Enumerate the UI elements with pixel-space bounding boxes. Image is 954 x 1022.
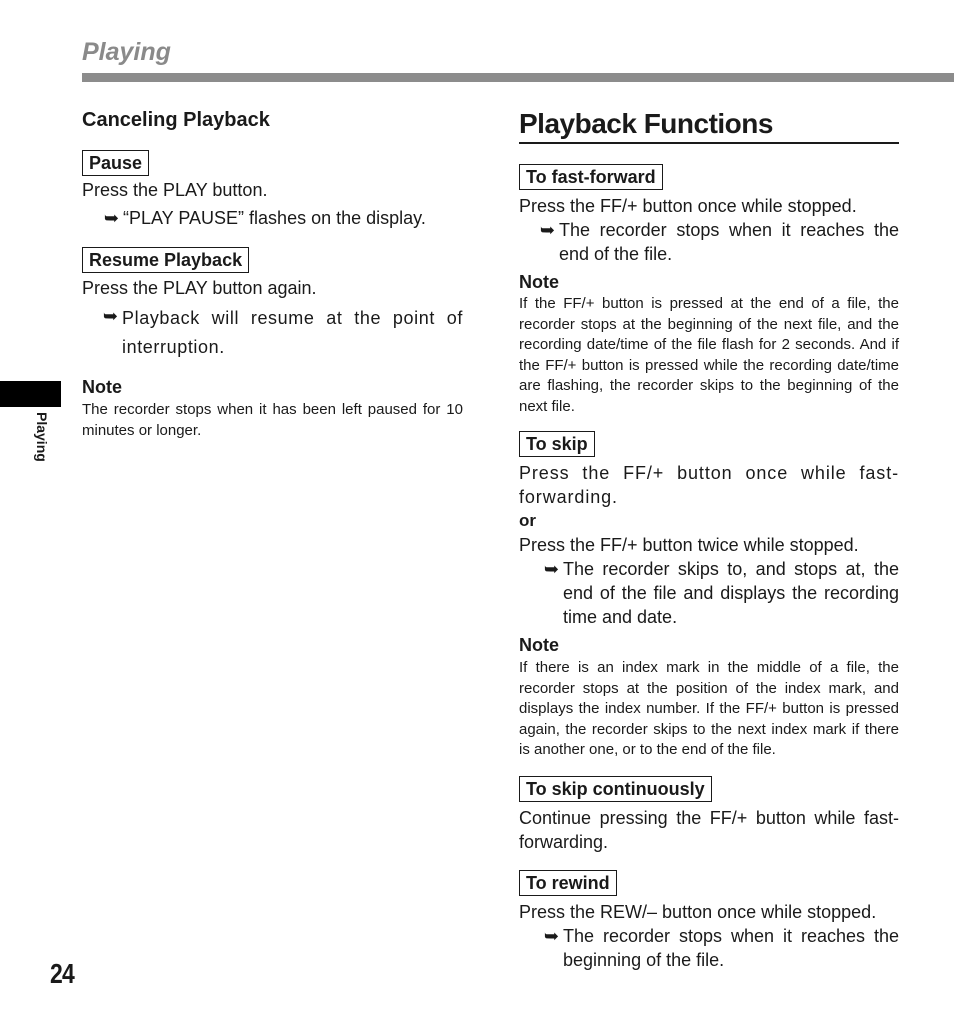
skip-result: ➥ The recorder skips to, and stops at, the end of the file and displays the recording time and date.: [519, 557, 899, 629]
left-column: [82, 107, 463, 441]
side-tab-label: Playing: [34, 412, 50, 462]
fast-forward-label: To fast-forward: [519, 164, 663, 190]
rewind-instruction: Press the REW/– button once while stopped.: [519, 901, 877, 922]
result-arrow-icon: ➥: [543, 925, 559, 946]
result-arrow-icon: ➥: [103, 208, 119, 228]
pause-label: Pause: [82, 150, 149, 176]
fast-forward-instruction: Press the FF/+ button once while stopped.: [519, 196, 857, 216]
rewind-label: To rewind: [519, 870, 617, 896]
note-label: Note: [519, 635, 559, 655]
skip-continuously-instruction: Continue pressing the FF/+ button while fast-forwarding.: [519, 807, 899, 852]
rewind-result: ➥ The recorder stops when it reaches the beginning of the file.: [519, 924, 899, 972]
result-arrow-icon: ➥: [543, 559, 559, 579]
section-title: Playing: [82, 38, 171, 66]
skip-continuously-label: To skip continuously: [519, 776, 712, 802]
skip-instruction: Press the FF/+ button once while fast-forwarding.: [519, 463, 899, 507]
result-arrow-icon: ➥: [102, 306, 118, 326]
pause-instruction: Press the PLAY button.: [82, 180, 268, 200]
result-arrow-icon: ➥: [539, 220, 555, 240]
side-tab: [0, 381, 61, 407]
resume-instruction: Press the PLAY button again.: [82, 278, 317, 298]
resume-result: ➥ Playback will resume at the point of interruption.: [82, 304, 463, 362]
skip-note: If there is an index mark in the middle of a file, the recorder stops at the position of the index mark, and displays the index number. If the FF/+ button is pressed again, the recorder skips to the next index mark if there is another one, or to the end of the file.: [519, 659, 899, 758]
playback-functions-heading: Playback Functions: [519, 107, 899, 144]
fast-forward-note: If the FF/+ button is pressed at the end of a file, the recorder stops at the beginning of the next file, and the recording date/time of the file flash for 2 seconds. And if the FF/+ button is pressed while the recording date/time are flashing, the recorder skips to the beginning of the next file.: [519, 295, 899, 415]
skip-label: To skip: [519, 431, 595, 457]
resume-playback-label: Resume Playback: [82, 247, 249, 273]
page-number: 24: [50, 958, 74, 989]
note-label: Note: [82, 377, 122, 397]
fast-forward-result: ➥ The recorder stops when it reaches the end of the file.: [519, 218, 899, 266]
note-label: Note: [519, 272, 559, 292]
canceling-playback-heading: Canceling Playback: [82, 109, 270, 131]
right-column: [519, 107, 899, 972]
note-text: The recorder stops when it has been left paused for 10 minutes or longer.: [82, 401, 463, 439]
skip-instruction-alt: Press the FF/+ button twice while stopped.: [519, 535, 859, 555]
or-label: or: [519, 511, 536, 530]
pause-result: ➥ “PLAY PAUSE” flashes on the display.: [82, 206, 463, 230]
header-bar: [82, 73, 954, 82]
